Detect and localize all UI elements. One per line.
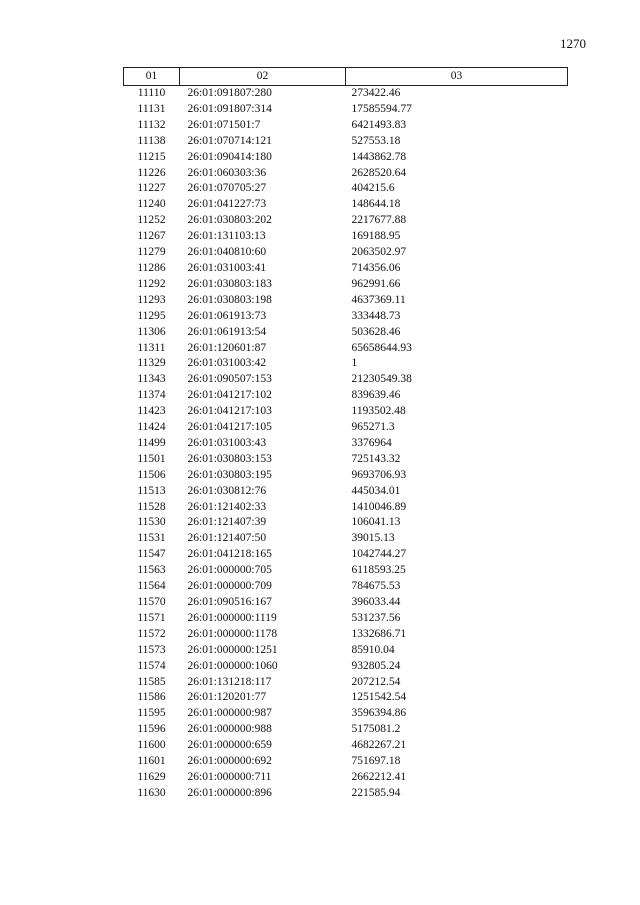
cell-value: 396033.44 xyxy=(351,596,401,608)
cell-row-number: 11513 xyxy=(137,484,166,497)
cell-value: 21230549.38 xyxy=(351,373,412,386)
cell-row-number: 11530 xyxy=(137,516,166,529)
table-row xyxy=(124,166,568,182)
table-row xyxy=(124,341,568,357)
cell-cadastral-number: 26:01:000000:1178 xyxy=(187,627,278,640)
table-row xyxy=(124,754,568,770)
cell-cadastral-number: 26:01:061913:54 xyxy=(187,325,267,338)
cell-value: 85910.04 xyxy=(351,643,395,656)
cell-value: 1193502.48 xyxy=(351,405,406,418)
cell-value: 503628.46 xyxy=(351,325,401,338)
cell-row-number: 11343 xyxy=(137,373,166,386)
cell-cadastral-number: 26:01:131218:117 xyxy=(187,675,272,688)
cell-row-number: 11572 xyxy=(137,627,166,640)
cell-row-number: 11499 xyxy=(137,436,166,449)
cell-row-number: 11547 xyxy=(137,548,166,561)
table-row xyxy=(124,770,568,786)
cell-row-number: 11629 xyxy=(137,770,166,783)
table-row xyxy=(124,388,568,404)
cell-cadastral-number: 26:01:120601:87 xyxy=(187,341,267,354)
cell-value: 9693706.93 xyxy=(351,468,407,481)
cell-row-number: 11424 xyxy=(137,421,166,434)
cell-cadastral-number: 26:01:000000:988 xyxy=(187,723,272,736)
page-number: 1270 xyxy=(560,36,586,51)
table-row xyxy=(124,420,568,436)
cell-row-number: 11138 xyxy=(137,134,166,147)
table-row xyxy=(124,245,568,261)
cell-cadastral-number: 26:01:041217:102 xyxy=(187,389,272,402)
table-row xyxy=(124,309,568,325)
cell-value: 148644.18 xyxy=(351,198,401,211)
cell-value: 2217677.88 xyxy=(351,214,407,227)
cell-row-number: 11595 xyxy=(137,707,166,720)
cell-value: 725143.32 xyxy=(351,452,401,465)
cell-row-number: 11563 xyxy=(137,564,166,577)
cell-value: 751697.18 xyxy=(351,755,401,768)
table-row xyxy=(124,86,568,102)
cell-value: 3596394.86 xyxy=(351,707,407,720)
table-row xyxy=(124,372,568,388)
cell-value: 273422.46 xyxy=(351,87,401,99)
table-row xyxy=(124,515,568,531)
cell-cadastral-number: 26:01:090516:167 xyxy=(187,596,272,608)
cell-cadastral-number: 26:01:041218:165 xyxy=(187,548,272,561)
cell-cadastral-number: 26:01:031003:41 xyxy=(187,261,267,274)
cell-row-number: 11564 xyxy=(137,580,166,593)
table-body xyxy=(124,86,568,802)
table-row xyxy=(124,547,568,563)
table-row xyxy=(124,118,568,134)
cell-cadastral-number: 26:01:000000:896 xyxy=(187,786,272,799)
cell-row-number: 11267 xyxy=(137,230,166,243)
cell-row-number: 11286 xyxy=(137,261,166,274)
cell-cadastral-number: 26:01:000000:1119 xyxy=(187,611,277,624)
cell-value: 404215.6 xyxy=(351,182,395,195)
table-row xyxy=(124,611,568,627)
cell-value: 445034.01 xyxy=(351,484,401,497)
cell-cadastral-number: 26:01:030812:76 xyxy=(187,484,267,497)
cell-row-number: 11293 xyxy=(137,293,166,306)
table-row xyxy=(124,102,568,118)
cell-cadastral-number: 26:01:120201:77 xyxy=(187,691,267,704)
cell-value: 17585594.77 xyxy=(351,102,412,115)
cell-value: 784675.53 xyxy=(351,580,401,593)
cell-row-number: 11506 xyxy=(137,468,166,481)
table-row xyxy=(124,675,568,691)
cell-value: 2628520.64 xyxy=(351,166,407,179)
cell-value: 1042744.27 xyxy=(351,548,407,561)
table-header-row xyxy=(124,68,568,86)
cell-value: 207212.54 xyxy=(351,675,401,688)
cell-cadastral-number: 26:01:030803:153 xyxy=(187,452,272,465)
cell-cadastral-number: 26:01:131103:13 xyxy=(187,230,266,243)
cell-row-number: 11586 xyxy=(137,691,166,704)
cell-cadastral-number: 26:01:000000:709 xyxy=(187,580,272,593)
cell-cadastral-number: 26:01:090414:180 xyxy=(187,150,272,163)
table-row xyxy=(124,197,568,213)
cell-row-number: 11570 xyxy=(137,596,166,608)
cell-value: 221585.94 xyxy=(351,786,401,799)
cell-row-number: 11374 xyxy=(137,389,166,402)
table-row xyxy=(124,643,568,659)
cell-row-number: 11571 xyxy=(137,611,166,624)
cell-cadastral-number: 26:01:070714:121 xyxy=(187,134,272,147)
table-row xyxy=(124,261,568,277)
cell-row-number: 11131 xyxy=(137,102,166,115)
table-row xyxy=(124,531,568,547)
column-header-03: 03 xyxy=(346,68,568,86)
cell-cadastral-number: 26:01:060303:36 xyxy=(187,166,267,179)
column-header-02: 02 xyxy=(180,68,346,86)
cell-cadastral-number: 26:01:041227:73 xyxy=(187,198,267,211)
data-table xyxy=(123,67,568,802)
cell-value: 2662212.41 xyxy=(351,770,407,783)
cell-row-number: 11585 xyxy=(137,675,166,688)
cell-value: 333448.73 xyxy=(351,309,401,322)
cell-row-number: 11630 xyxy=(137,786,166,799)
table-row xyxy=(124,181,568,197)
cell-value: 1443862.78 xyxy=(351,150,407,163)
cell-cadastral-number: 26:01:031003:42 xyxy=(187,357,267,370)
cell-value: 6118593.25 xyxy=(351,564,406,577)
cell-row-number: 11501 xyxy=(137,452,166,465)
cell-cadastral-number: 26:01:030803:202 xyxy=(187,214,272,227)
cell-value: 3376964 xyxy=(351,436,392,449)
cell-row-number: 11292 xyxy=(137,277,166,290)
cell-cadastral-number: 26:01:041217:105 xyxy=(187,421,272,434)
cell-value: 714356.06 xyxy=(351,261,401,274)
cell-value: 527553.18 xyxy=(351,134,401,147)
cell-row-number: 11423 xyxy=(137,405,166,418)
table-row xyxy=(124,595,568,611)
cell-row-number: 11600 xyxy=(137,739,166,752)
table-row xyxy=(124,690,568,706)
cell-row-number: 11295 xyxy=(137,309,166,322)
cell-value: 6421493.83 xyxy=(351,118,407,131)
cell-value: 1251542.54 xyxy=(351,691,407,704)
cell-cadastral-number: 26:01:030803:198 xyxy=(187,293,272,306)
cell-value: 65658644.93 xyxy=(351,341,412,354)
cell-cadastral-number: 26:01:041217:103 xyxy=(187,405,272,418)
table-row xyxy=(124,277,568,293)
cell-row-number: 11311 xyxy=(137,341,166,354)
table-row xyxy=(124,134,568,150)
cell-row-number: 11132 xyxy=(137,118,166,131)
cell-value: 531237.56 xyxy=(351,611,401,624)
table-row xyxy=(124,627,568,643)
table-row xyxy=(124,150,568,166)
cell-value: 106041.13 xyxy=(351,516,401,529)
cell-value: 1 xyxy=(351,357,358,370)
table-row xyxy=(124,468,568,484)
table-row xyxy=(124,436,568,452)
cell-value: 39015.13 xyxy=(351,532,395,545)
column-header-01: 01 xyxy=(124,68,180,86)
cell-row-number: 11531 xyxy=(137,532,166,545)
cell-row-number: 11573 xyxy=(137,643,166,656)
cell-cadastral-number: 26:01:070705:27 xyxy=(187,182,267,195)
cell-cadastral-number: 26:01:000000:659 xyxy=(187,739,272,752)
table-row xyxy=(124,484,568,500)
table-row xyxy=(124,229,568,245)
table-row xyxy=(124,579,568,595)
table-row xyxy=(124,452,568,468)
cell-cadastral-number: 26:01:000000:987 xyxy=(187,707,272,720)
cell-row-number: 11279 xyxy=(137,246,166,259)
cell-cadastral-number: 26:01:000000:711 xyxy=(187,770,272,783)
cell-cadastral-number: 26:01:031003:43 xyxy=(187,436,267,449)
cell-row-number: 11215 xyxy=(137,150,166,163)
cell-cadastral-number: 26:01:121407:50 xyxy=(187,532,267,545)
cell-row-number: 11528 xyxy=(137,500,166,513)
table-row xyxy=(124,404,568,420)
cell-cadastral-number: 26:01:071501:7 xyxy=(187,118,261,131)
cell-cadastral-number: 26:01:090507:153 xyxy=(187,373,272,386)
cell-row-number: 11226 xyxy=(137,166,166,179)
table-row xyxy=(124,293,568,309)
cell-cadastral-number: 26:01:121402:33 xyxy=(187,500,267,513)
cell-row-number: 11574 xyxy=(137,659,166,672)
cell-value: 932805.24 xyxy=(351,659,401,672)
cell-value: 962991.66 xyxy=(351,277,401,290)
cell-value: 5175081.2 xyxy=(351,723,401,736)
cell-row-number: 11240 xyxy=(137,198,166,211)
cell-row-number: 11596 xyxy=(137,723,166,736)
cell-value: 2063502.97 xyxy=(351,246,407,259)
cell-row-number: 11110 xyxy=(137,87,166,99)
table-row xyxy=(124,722,568,738)
cell-cadastral-number: 26:01:000000:705 xyxy=(187,564,272,577)
cell-cadastral-number: 26:01:000000:692 xyxy=(187,755,272,768)
cell-value: 1332686.71 xyxy=(351,627,407,640)
cell-row-number: 11252 xyxy=(137,214,166,227)
table-row xyxy=(124,786,568,802)
table-row xyxy=(124,706,568,722)
cell-row-number: 11306 xyxy=(137,325,166,338)
cell-value: 4682267.21 xyxy=(351,739,407,752)
cell-cadastral-number: 26:01:030803:195 xyxy=(187,468,272,481)
cell-cadastral-number: 26:01:091807:314 xyxy=(187,102,272,115)
cell-cadastral-number: 26:01:061913:73 xyxy=(187,309,267,322)
table-row xyxy=(124,325,568,341)
cell-cadastral-number: 26:01:121407:39 xyxy=(187,516,267,529)
cell-value: 1410046.89 xyxy=(351,500,407,513)
cell-row-number: 11329 xyxy=(137,357,166,370)
table-row xyxy=(124,738,568,754)
table-row xyxy=(124,500,568,516)
table-row xyxy=(124,356,568,372)
cell-cadastral-number: 26:01:000000:1251 xyxy=(187,643,278,656)
cell-value: 965271.3 xyxy=(351,421,395,434)
cell-value: 839639.46 xyxy=(351,389,401,402)
cell-value: 4637369.11 xyxy=(351,293,406,306)
table-row xyxy=(124,563,568,579)
cell-row-number: 11601 xyxy=(137,755,166,768)
cell-cadastral-number: 26:01:030803:183 xyxy=(187,277,272,290)
cell-value: 169188.95 xyxy=(351,230,401,243)
cell-cadastral-number: 26:01:040810:60 xyxy=(187,246,267,259)
cell-cadastral-number: 26:01:091807:280 xyxy=(187,87,272,99)
table-row xyxy=(124,659,568,675)
table-row xyxy=(124,213,568,229)
cell-row-number: 11227 xyxy=(137,182,166,195)
cell-cadastral-number: 26:01:000000:1060 xyxy=(187,659,278,672)
